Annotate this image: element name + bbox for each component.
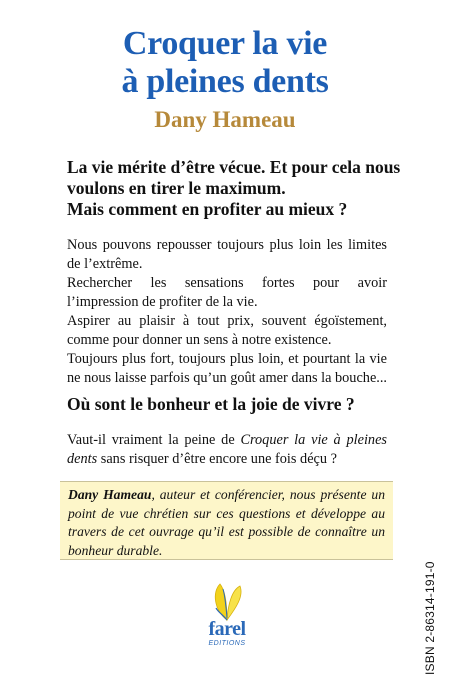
publisher-subtitle: EDITIONS: [208, 640, 246, 647]
isbn-number: ISBN 2-86314-191-0: [423, 561, 437, 675]
body-paragraph-4: Toujours plus fort, toujours plus loin, et pourtant la vie ne nous laisse parfois qu’un goût amer dans la bouche...: [67, 351, 388, 386]
publisher-name: farel: [208, 618, 246, 640]
body-text: [67, 236, 387, 388]
lead-line-3: Mais comment en profiter au mieux ?: [67, 199, 348, 219]
question-paragraph: [67, 431, 387, 469]
body-paragraph-1: Nous pouvons repousser toujours plus loin les limites de l’extrême.: [67, 237, 387, 272]
lead-line-2: voulons en tirer le maximum.: [67, 178, 286, 198]
author-bio-name: Dany Hameau: [68, 487, 152, 502]
body-paragraph-2: Rechercher les sensations fortes pour avoir l’impression de profiter de la vie.: [67, 275, 387, 310]
author-bio-box: [60, 481, 393, 560]
book-title-line-2: à pleines dents: [121, 63, 329, 100]
question-heading: Où sont le bonheur et la joie de vivre ?: [67, 394, 355, 414]
author-bio-text: , auteur et conférencier, nous présente un point de vue chrétien sur ces questions et développe au travers de cet ouvrage qu’il est possible de connaître un bonheur durable.: [68, 487, 385, 558]
question-text-after: sans risquer d’être encore une fois déçu ?: [97, 451, 337, 467]
body-paragraph-3: Aspirer au plaisir à tout prix, souvent égoïstement, comme pour donner un sens à notre existence.: [67, 313, 387, 348]
publisher-logo: [192, 580, 262, 666]
lead-line-1: La vie mérite d’être vécue. Et pour cela nous: [67, 157, 401, 177]
author-name: Dany Hameau: [154, 107, 296, 132]
question-text-before: Vaut-il vraiment la peine de: [67, 432, 241, 448]
title-citation: Croquer la vie à pleines dents: [67, 432, 387, 467]
book-title-line-1: Croquer la vie: [122, 25, 328, 62]
